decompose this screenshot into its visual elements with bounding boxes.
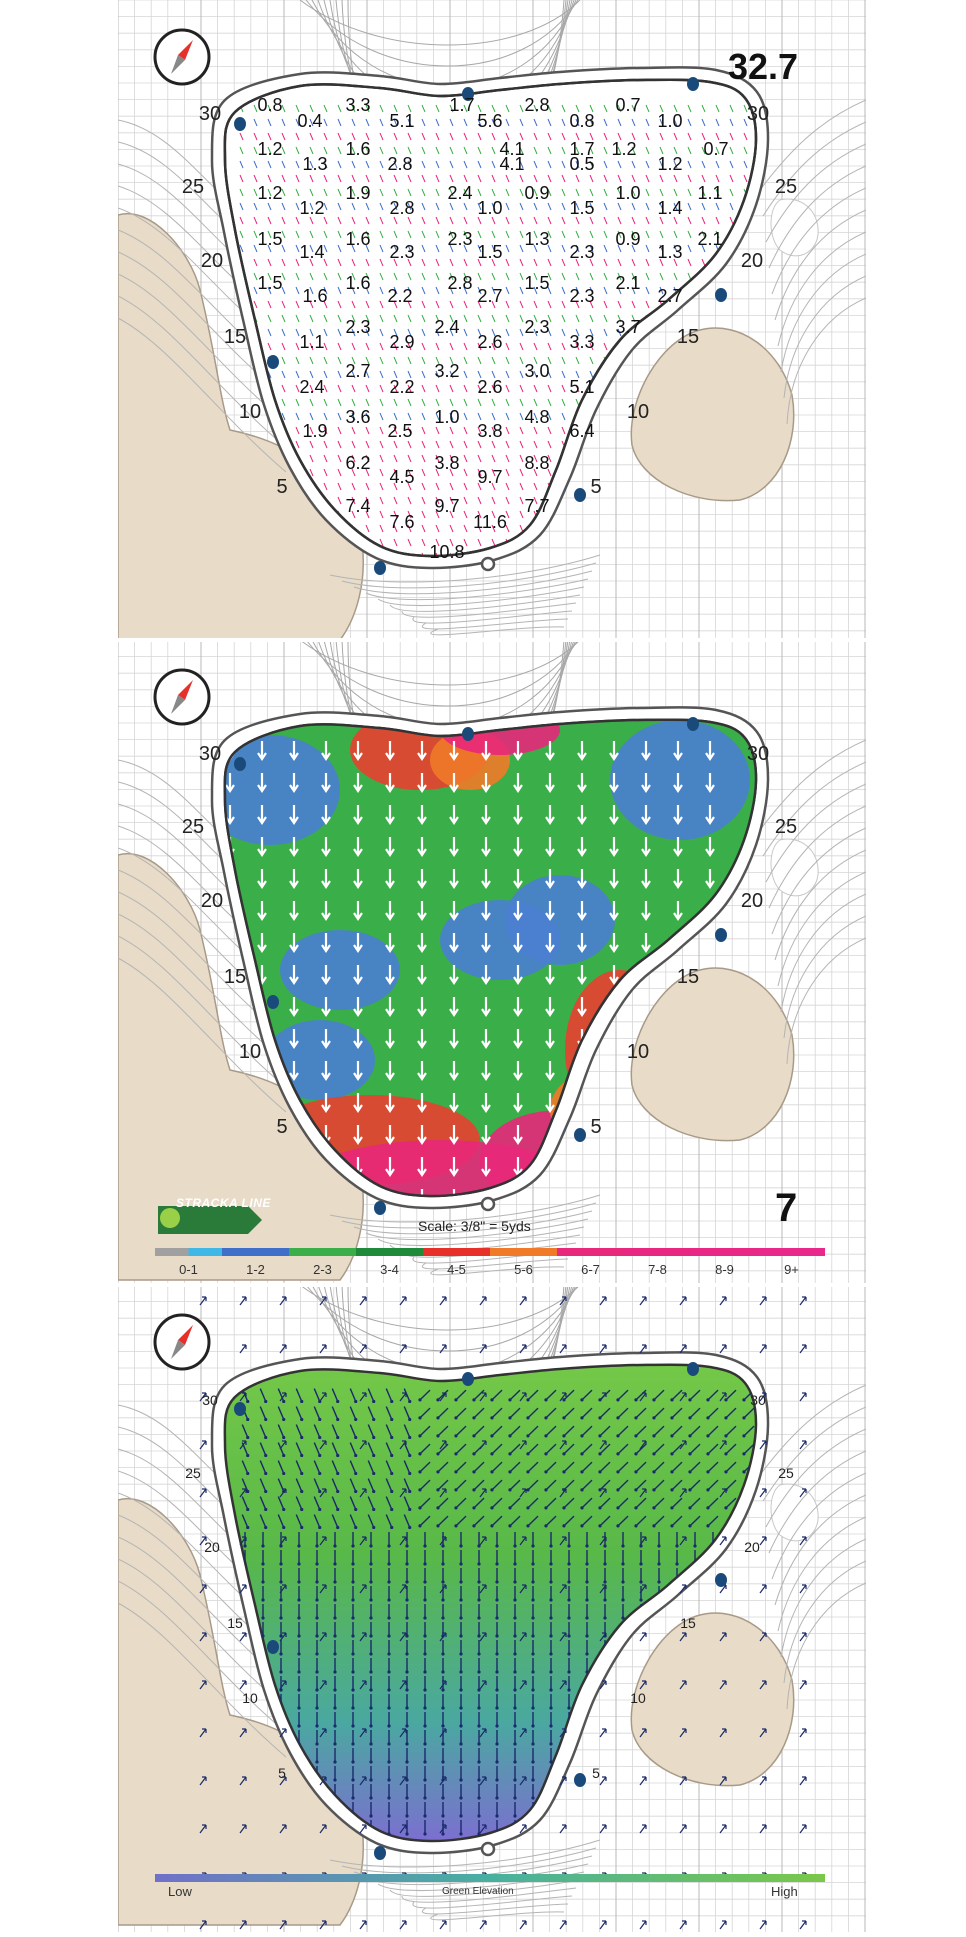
- yard-mark-right: 20: [744, 1539, 760, 1555]
- panel1-title: 32.7: [728, 46, 799, 87]
- sprinkler-marker: [234, 1402, 246, 1416]
- legend-label: 9+: [784, 1262, 799, 1277]
- slope-value-label: 4.1: [499, 154, 525, 174]
- compass-icon: [155, 670, 209, 724]
- legend-label: 2-3: [313, 1262, 332, 1277]
- slope-value-label: 2.8: [524, 95, 550, 115]
- slope-value-label: 0.7: [703, 139, 729, 159]
- slope-value-label: 2.4: [299, 377, 325, 397]
- yard-mark-right: 30: [746, 103, 770, 125]
- sprinkler-marker: [574, 1128, 586, 1142]
- front-pin-marker: [482, 1198, 494, 1210]
- slope-value-label: 1.5: [257, 229, 283, 249]
- slope-value-label: 2.6: [477, 332, 503, 352]
- slope-value-label: 2.7: [345, 361, 371, 381]
- yard-mark-left: 20: [200, 250, 224, 272]
- slope-value-label: 2.3: [569, 286, 595, 306]
- bunker-right: [631, 1613, 793, 1786]
- yard-mark-left: 10: [238, 1041, 262, 1063]
- legend-swatch: [758, 1248, 825, 1256]
- slope-value-label: 1.1: [697, 183, 723, 203]
- slope-value-label: 1.6: [345, 139, 371, 159]
- slope-value-label: 2.9: [389, 332, 415, 352]
- slope-value-label: 2.3: [569, 242, 595, 262]
- slope-value-label: 2.1: [697, 229, 723, 249]
- slope-value-label: 1.5: [257, 273, 283, 293]
- slope-value-label: 10.8: [429, 542, 465, 562]
- yard-mark-right: 5: [590, 476, 602, 498]
- yard-mark-right: 10: [630, 1690, 646, 1706]
- yard-mark-left: 30: [198, 103, 222, 125]
- slope-value-label: 7.4: [345, 496, 371, 516]
- slope-value-label: 1.4: [299, 242, 325, 262]
- slope-value-label: 1.3: [302, 154, 328, 174]
- slope-value-label: 2.5: [387, 421, 413, 441]
- yard-mark-right: 30: [750, 1392, 766, 1408]
- slope-value-label: 2.6: [477, 377, 503, 397]
- slope-value-label: 0.5: [569, 154, 595, 174]
- legend-swatch: [557, 1248, 624, 1256]
- slope-value-label: 2.8: [387, 154, 413, 174]
- yard-mark-left: 15: [223, 966, 247, 988]
- slope-value-label: 8.8: [524, 453, 550, 473]
- elevation-low-label: Low: [168, 1884, 192, 1899]
- slope-value-label: 1.4: [657, 198, 683, 218]
- slope-value-label: 0.8: [569, 111, 595, 131]
- slope-value-label: 2.2: [389, 377, 415, 397]
- elevation-high-label: High: [771, 1884, 798, 1899]
- yard-mark-left: 10: [242, 1690, 258, 1706]
- legend-label: 5-6: [514, 1262, 533, 1277]
- slope-value-label: 2.3: [389, 242, 415, 262]
- sprinkler-marker: [715, 928, 727, 942]
- slope-value-label: 0.9: [524, 183, 550, 203]
- slope-value-label: 4.1: [499, 139, 525, 159]
- slope-value-label: 0.7: [615, 95, 641, 115]
- slope-value-label: 2.3: [345, 317, 371, 337]
- bunker-right: [631, 968, 793, 1141]
- slope-value-label: 2.4: [434, 317, 460, 337]
- slope-value-label: 11.6: [473, 512, 507, 532]
- yard-mark-right: 10: [626, 401, 650, 423]
- slope-value-label: 1.2: [299, 198, 325, 218]
- sprinkler-marker: [574, 488, 586, 502]
- sprinkler-marker: [374, 1846, 386, 1860]
- slope-value-label: 2.4: [447, 183, 473, 203]
- sprinkler-marker: [462, 727, 474, 741]
- slope-value-label: 1.2: [657, 154, 683, 174]
- slope-value-label: 1.5: [477, 242, 503, 262]
- bunker-right: [631, 328, 793, 501]
- yard-mark-left: 5: [276, 1116, 288, 1138]
- sprinkler-marker: [715, 1573, 727, 1587]
- stracka-logo-text: STRACKA LINE: [176, 1196, 271, 1210]
- yard-mark-left: 25: [185, 1465, 201, 1481]
- slope-value-label: 1.6: [302, 286, 328, 306]
- sprinkler-marker: [374, 561, 386, 575]
- slope-value-label: 1.5: [524, 273, 550, 293]
- slope-value-label: 1.9: [345, 183, 371, 203]
- slope-value-label: 3.7: [615, 317, 641, 337]
- slope-value-label: 5.6: [477, 111, 503, 131]
- yard-mark-right: 20: [740, 890, 764, 912]
- panel-1: [118, 0, 866, 640]
- yard-mark-right: 25: [774, 816, 798, 838]
- sprinkler-marker: [267, 355, 279, 369]
- legend-label: 4-5: [447, 1262, 466, 1277]
- panel-2: [118, 640, 866, 1285]
- legend-label: 1-2: [246, 1262, 265, 1277]
- yard-mark-left: 20: [200, 890, 224, 912]
- slope-value-label: 7.7: [524, 496, 550, 516]
- slope-value-label: 3.3: [345, 95, 371, 115]
- slope-value-label: 5.1: [569, 377, 595, 397]
- slope-value-label: 1.0: [657, 111, 683, 131]
- slope-value-label: 3.6: [345, 407, 371, 427]
- slope-value-label: 9.7: [434, 496, 460, 516]
- legend-swatch: [691, 1248, 758, 1256]
- legend-label: 0-1: [179, 1262, 198, 1277]
- slope-value-label: 1.0: [434, 407, 460, 427]
- yard-mark-right: 5: [590, 1116, 602, 1138]
- yard-mark-right: 20: [740, 250, 764, 272]
- legend-label: 6-7: [581, 1262, 600, 1277]
- slope-value-label: 2.3: [524, 317, 550, 337]
- sprinkler-marker: [574, 1773, 586, 1787]
- slope-value-label: 1.2: [257, 183, 283, 203]
- legend-swatch: [490, 1248, 557, 1256]
- yard-mark-right: 5: [592, 1765, 600, 1781]
- elevation-gradient-bar: [155, 1874, 825, 1882]
- yard-mark-right: 15: [676, 966, 700, 988]
- legend-swatch: [624, 1248, 691, 1256]
- slope-value-label: 1.0: [615, 183, 641, 203]
- slope-value-label: 1.5: [569, 198, 595, 218]
- slope-value-label: 2.7: [657, 286, 683, 306]
- sprinkler-marker: [715, 288, 727, 302]
- sprinkler-marker: [687, 77, 699, 91]
- slope-value-label: 3.2: [434, 361, 460, 381]
- panel2-number: 7: [775, 1186, 798, 1230]
- slope-value-label: 3.8: [434, 453, 460, 473]
- slope-value-label: 3.3: [569, 332, 595, 352]
- slope-value-label: 2.8: [447, 273, 473, 293]
- panel-3: [118, 1285, 866, 1932]
- slope-value-label: 2.1: [615, 273, 641, 293]
- yard-mark-right: 25: [774, 176, 798, 198]
- yard-mark-left: 30: [198, 743, 222, 765]
- slope-value-label: 5.1: [389, 111, 415, 131]
- yard-mark-left: 20: [204, 1539, 220, 1555]
- slope-value-label: 1.7: [449, 95, 475, 115]
- legend-label: 7-8: [648, 1262, 667, 1277]
- slope-value-label: 1.3: [524, 229, 550, 249]
- slope-value-label: 3.8: [477, 421, 503, 441]
- slope-value-label: 3.0: [524, 361, 550, 381]
- slope-value-label: 1.1: [299, 332, 325, 352]
- yard-mark-right: 15: [676, 326, 700, 348]
- slope-value-label: 1.7: [569, 139, 595, 159]
- slope-value-label: 6.2: [345, 453, 371, 473]
- slope-value-label: 0.9: [615, 229, 641, 249]
- slope-value-label: 2.8: [389, 198, 415, 218]
- sprinkler-marker: [267, 995, 279, 1009]
- yard-mark-left: 15: [223, 326, 247, 348]
- legend-swatch: [155, 1248, 189, 1256]
- slope-value-label: 4.5: [389, 467, 415, 487]
- slope-value-label: 1.3: [657, 242, 683, 262]
- slope-value-label: 1.6: [345, 229, 371, 249]
- slope-value-label: 1.6: [345, 273, 371, 293]
- sprinkler-marker: [234, 117, 246, 131]
- slope-value-label: 4.8: [524, 407, 550, 427]
- slope-value-label: 2.3: [447, 229, 473, 249]
- slope-value-label: 0.8: [257, 95, 283, 115]
- slope-value-label: 2.7: [477, 286, 503, 306]
- slope-value-label: 7.6: [389, 512, 415, 532]
- front-pin-marker: [482, 558, 494, 570]
- slope-value-label: 2.2: [387, 286, 413, 306]
- sprinkler-marker: [687, 1362, 699, 1376]
- yard-mark-left: 25: [181, 176, 205, 198]
- legend-swatch: [189, 1248, 223, 1256]
- yard-mark-left: 15: [227, 1615, 243, 1631]
- legend-swatch: [423, 1248, 490, 1256]
- legend-swatch: [289, 1248, 356, 1256]
- yard-mark-right: 15: [680, 1615, 696, 1631]
- legend-label: 8-9: [715, 1262, 734, 1277]
- sprinkler-marker: [374, 1201, 386, 1215]
- slope-value-label: 1.9: [302, 421, 328, 441]
- elevation-mid-label: Green Elevation: [442, 1886, 514, 1897]
- slope-value-label: 9.7: [477, 467, 503, 487]
- slope-value-label: 1.0: [477, 198, 503, 218]
- front-pin-marker: [482, 1843, 494, 1855]
- slope-value-label: 0.4: [297, 111, 323, 131]
- compass-icon: [155, 30, 209, 84]
- yard-mark-right: 25: [778, 1465, 794, 1481]
- slope-value-label: 1.2: [611, 139, 637, 159]
- sprinkler-marker: [462, 1372, 474, 1386]
- slope-value-label: 6.4: [569, 421, 595, 441]
- legend-swatch: [356, 1248, 423, 1256]
- sprinkler-marker: [687, 717, 699, 731]
- legend-swatch: [222, 1248, 289, 1256]
- sprinkler-marker: [267, 1640, 279, 1654]
- yard-mark-right: 10: [626, 1041, 650, 1063]
- slope-value-label: 1.2: [257, 139, 283, 159]
- sprinkler-marker: [234, 757, 246, 771]
- yard-mark-left: 30: [202, 1392, 218, 1408]
- yard-mark-left: 5: [278, 1765, 286, 1781]
- yard-mark-left: 5: [276, 476, 288, 498]
- yard-mark-left: 25: [181, 816, 205, 838]
- yard-mark-right: 30: [746, 743, 770, 765]
- yard-mark-left: 10: [238, 401, 262, 423]
- legend-label: 3-4: [380, 1262, 399, 1277]
- compass-icon: [155, 1315, 209, 1369]
- scale-text: Scale: 3/8" = 5yds: [418, 1218, 531, 1234]
